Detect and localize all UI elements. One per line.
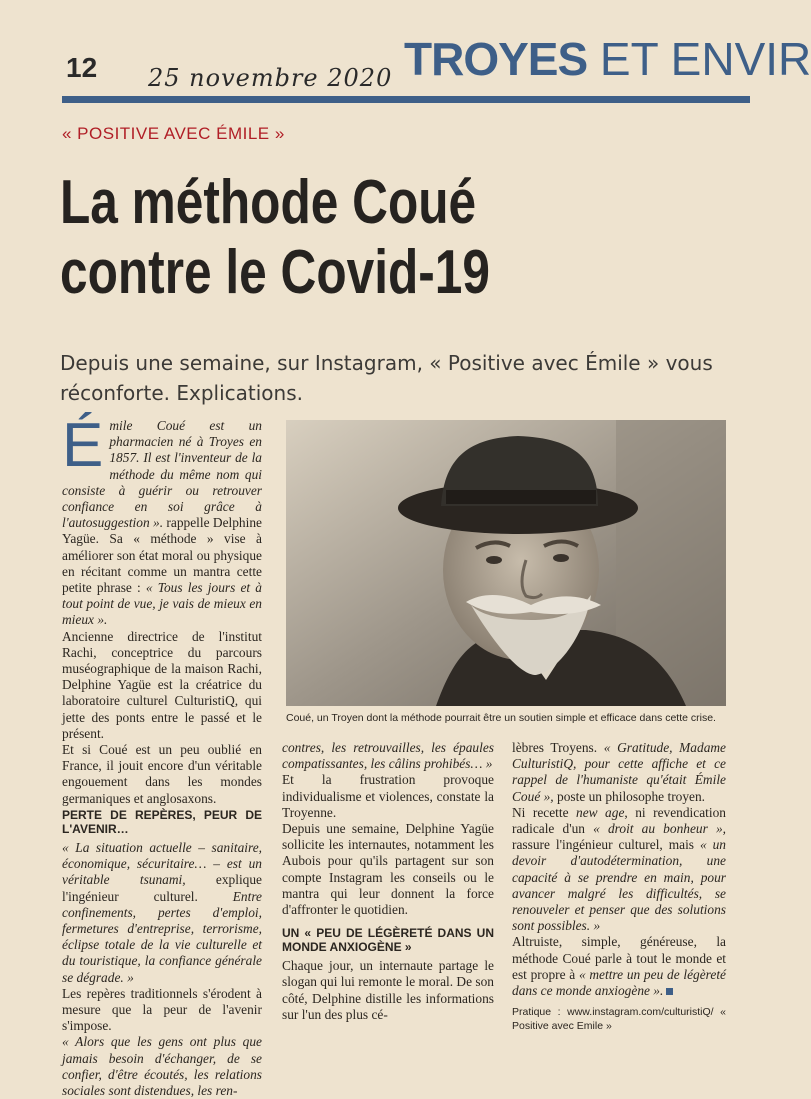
photo-caption: Coué, un Troyen dont la méthode pourrait être un soutien simple et efficace dans cette crise. (286, 712, 716, 724)
text: lèbres Troyens. (512, 740, 604, 755)
column-2 (282, 740, 494, 1023)
pratique-info: Pratique : www.instagram.com/culturistiQ/ « Positive avec Emile » (512, 1006, 726, 1033)
text: Ni recette (512, 804, 577, 820)
handwritten-date: 25 novembre 2020 (148, 64, 393, 92)
column-3 (512, 740, 726, 1033)
quote: « Alors que les gens ont plus que jamais besoin d'échanger, de se confier, d'être écoutés, les relations sociales sont distendues, les ren- (62, 1034, 262, 1099)
end-mark-icon (666, 988, 673, 995)
deck: Depuis une semaine, sur Instagram, « Positive avec Émile » vous réconforte. Explications. (60, 351, 713, 405)
drop-cap: É (62, 411, 104, 480)
text: rassure l'ingénieur culturel, mais (512, 837, 700, 853)
section-title-bold: TROYES (404, 33, 588, 85)
headline (60, 168, 490, 308)
text: , ni revendication radicale d'un (512, 804, 726, 837)
kicker: « POSITIVE AVEC ÉMILE » (62, 124, 285, 143)
paragraph: Depuis une semaine, Delphine Yagüe sollicite les internautes, notamment les Aubois pour qu'ils partagent sur son compte Instagram les conseils ou le mantra qui leur donnent la force d'affronter le quotidien. (282, 821, 494, 918)
quote: « droit au bonheur », (593, 821, 726, 837)
text: explique l'ingénieur culturel. (62, 872, 262, 904)
quote: « mettre un peu de légèreté dans ce monde anxiogène ». (512, 966, 726, 999)
portrait-photo (286, 420, 726, 706)
page-number: 12 (66, 52, 98, 83)
text: Altruiste, simple, généreuse, la méthode Coué parle à tout le monde et est propre à (512, 934, 726, 982)
paragraph: Et la frustration provoque individualisme et violences, constate la Troyenne. (282, 772, 494, 820)
quote: « un devoir d'autodétermination, une capacité à se prendre en main, pour avancer malgré les difficultés, se renouveler et penser que des solutions sont possibles. » (512, 837, 726, 934)
quote: Entre confinements, pertes d'emploi, fermetures d'entreprise, terrorisme, éclipse totale de la vie culturelle et du touristique, la confiance générale se dégrade. » (62, 888, 262, 985)
paragraph: Chaque jour, un internaute partage le slogan qui lui remonte le moral. De son côté, Delphine distille les informations sur l'un des plus cé- (282, 958, 494, 1022)
quote: « La situation actuelle – sanitaire, économique, sécuritaire… – est un véritable tsunami, (62, 840, 262, 888)
portrait-illustration (286, 420, 726, 706)
subhead: PERTE DE REPÈRES, PEUR DE L'AVENIR… (62, 808, 262, 836)
column-1-lower (62, 800, 262, 1099)
section-title-rest: ET ENVIR (587, 33, 811, 85)
text-italic: new age (576, 804, 625, 820)
paragraph: Ancienne directrice de l'institut Rachi, conceptrice du parcours muséographique de la maison Rachi, Delphine Yagüe est la créatrice du laboratoire culturel CulturistiQ, qui jette des ponts entre le passé et le présent. (62, 628, 262, 741)
section-title (404, 32, 811, 86)
text: poste un philosophe troyen. (553, 788, 706, 804)
intro-quote: mile Coué est un pharmacien né à Troyes en 1857. Il est l'inventeur de la méthode du même nom qui consiste à guérir ou retrouver confiance en soi grâce à l'autosuggestion ». (62, 418, 262, 531)
paragraph: Les repères traditionnels s'érodent à mesure que la peur de l'avenir s'impose. (62, 985, 262, 1034)
subhead: UN « PEU DE LÉGÈRETÉ DANS UN MONDE ANXIOGÈNE » (282, 926, 494, 955)
mantra-quote: « Tous les jours et à tout point de vue, je vais de mieux en mieux ». (62, 580, 262, 628)
quote: contres, les retrouvailles, les épaules compatissantes, les câlins prohibés… » (282, 740, 494, 772)
headline-line-2: contre le Covid-19 (60, 238, 490, 307)
paragraph: Et si Coué est un peu oublié en France, il jouit encore d'un véritable engouement dans les mondes germaniques et anglosaxons. (62, 742, 262, 806)
quote: « Gratitude, Madame CulturistiQ, pour cette affiche et ce rappel de l'humaniste qu'était Émile Coué », (512, 740, 727, 804)
section-rule (62, 96, 750, 103)
column-1 (62, 411, 262, 807)
intro-text: rappelle Delphine Yagüe. Sa « méthode » vise à améliorer son état moral ou physique en récitant comme un mantra cette petite phrase : (62, 515, 262, 596)
headline-line-1: La méthode Coué (60, 168, 477, 237)
